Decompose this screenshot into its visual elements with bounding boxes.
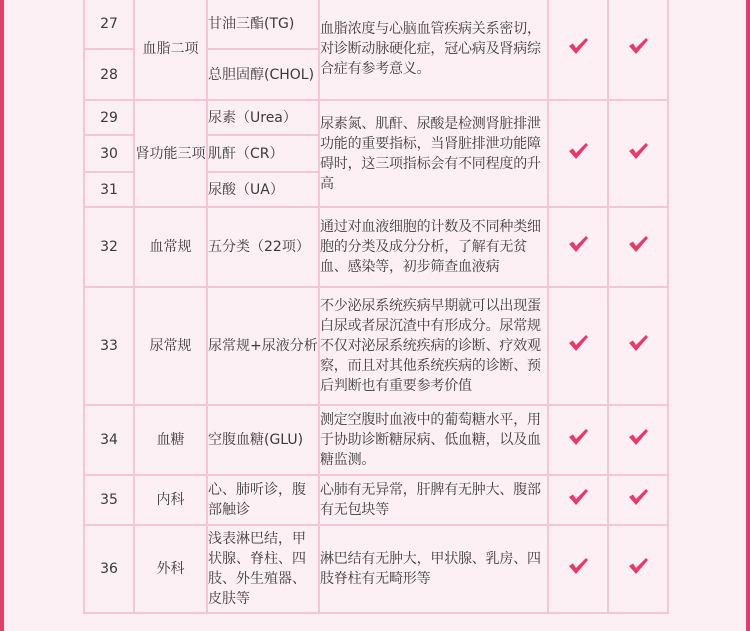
check-mark-icon xyxy=(567,141,589,161)
description-cell: 通过对血液细胞的计数及不同种类细胞的分类及成分分析，了解有无贫血、感染等，初步筛查血液病 xyxy=(319,207,548,287)
item-cell: 总胆固醇(CHOL) xyxy=(207,49,319,100)
check-cell-female xyxy=(608,100,668,207)
item-cell: 空腹血糖(GLU) xyxy=(207,405,319,475)
description-cell: 淋巴结有无肿大，甲状腺、乳房、四肢脊柱有无畸形等 xyxy=(319,525,548,613)
check-mark-icon xyxy=(567,234,589,254)
item-cell: 尿素（Urea） xyxy=(207,100,319,135)
category-cell: 血常规 xyxy=(134,207,207,287)
check-cell-female xyxy=(608,405,668,475)
check-cell-male xyxy=(548,0,608,100)
check-mark-icon xyxy=(567,556,589,576)
row-number: 36 xyxy=(84,525,134,613)
check-mark-icon xyxy=(627,333,649,353)
check-cell-male xyxy=(548,100,608,207)
row-number: 29 xyxy=(84,100,134,135)
check-cell-female xyxy=(608,207,668,287)
table-row xyxy=(84,405,668,475)
category-cell: 血糖 xyxy=(134,405,207,475)
check-mark-icon xyxy=(627,556,649,576)
category-cell: 外科 xyxy=(134,525,207,613)
check-cell-female xyxy=(608,287,668,405)
check-mark-icon xyxy=(567,333,589,353)
check-mark-icon xyxy=(627,141,649,161)
right-accent-border xyxy=(746,0,750,631)
category-cell: 尿常规 xyxy=(134,287,207,405)
row-number: 30 xyxy=(84,135,134,172)
check-cell-male xyxy=(548,207,608,287)
row-number: 31 xyxy=(84,172,134,207)
row-number: 33 xyxy=(84,287,134,405)
check-mark-icon xyxy=(567,36,589,56)
check-cell-male xyxy=(548,475,608,525)
row-number: 34 xyxy=(84,405,134,475)
check-mark-icon xyxy=(627,36,649,56)
table-row xyxy=(84,207,668,287)
check-cell-female xyxy=(608,0,668,100)
row-number: 27 xyxy=(84,0,134,49)
check-mark-icon xyxy=(567,487,589,507)
check-cell-male xyxy=(548,405,608,475)
description-cell: 心肺有无异常，肝脾有无肿大、腹部有无包块等 xyxy=(319,475,548,525)
check-cell-female xyxy=(608,475,668,525)
category-cell: 内科 xyxy=(134,475,207,525)
item-cell: 浅表淋巴结，甲状腺、脊柱、四肢、外生殖器、皮肤等 xyxy=(207,525,319,613)
row-number: 28 xyxy=(84,49,134,100)
description-cell: 尿素氮、肌酐、尿酸是检测肾脏排泄功能的重要指标，当肾脏排泄功能障碍时，这三项指标会有不同程度的升高 xyxy=(319,100,548,207)
table-row xyxy=(84,287,668,405)
category-cell: 肾功能三项 xyxy=(134,100,207,207)
item-cell: 尿常规+尿液分析 xyxy=(207,287,319,405)
description-cell: 不少泌尿系统疾病早期就可以出现蛋白尿或者尿沉渣中有形成分。尿常规不仅对泌尿系统疾病的诊断、疗效观察，而且对其他系统疾病的诊断、预后判断也有重要参考价值 xyxy=(319,287,548,405)
item-cell: 心、肺听诊，腹部触诊 xyxy=(207,475,319,525)
table-row xyxy=(84,100,668,135)
item-cell: 尿酸（UA） xyxy=(207,172,319,207)
check-mark-icon xyxy=(627,427,649,447)
left-accent-border xyxy=(0,0,4,631)
description-cell: 血脂浓度与心脑血管疾病关系密切，对诊断动脉硬化症，冠心病及肾病综合症有参考意义。 xyxy=(319,0,548,100)
check-cell-male xyxy=(548,287,608,405)
row-number: 32 xyxy=(84,207,134,287)
item-cell: 肌酐（CR） xyxy=(207,135,319,172)
table-row xyxy=(84,475,668,525)
check-cell-female xyxy=(608,525,668,613)
item-cell: 五分类（22项） xyxy=(207,207,319,287)
check-mark-icon xyxy=(627,487,649,507)
table-row xyxy=(84,0,668,49)
check-mark-icon xyxy=(627,234,649,254)
item-cell: 甘油三酯(TG) xyxy=(207,0,319,49)
row-number: 35 xyxy=(84,475,134,525)
check-mark-icon xyxy=(567,427,589,447)
exam-items-table xyxy=(83,0,669,614)
category-cell: 血脂二项 xyxy=(134,0,207,100)
check-cell-male xyxy=(548,525,608,613)
description-cell: 测定空腹时血液中的葡萄糖水平，用于协助诊断糖尿病、低血糖，以及血糖监测。 xyxy=(319,405,548,475)
table-row xyxy=(84,525,668,613)
